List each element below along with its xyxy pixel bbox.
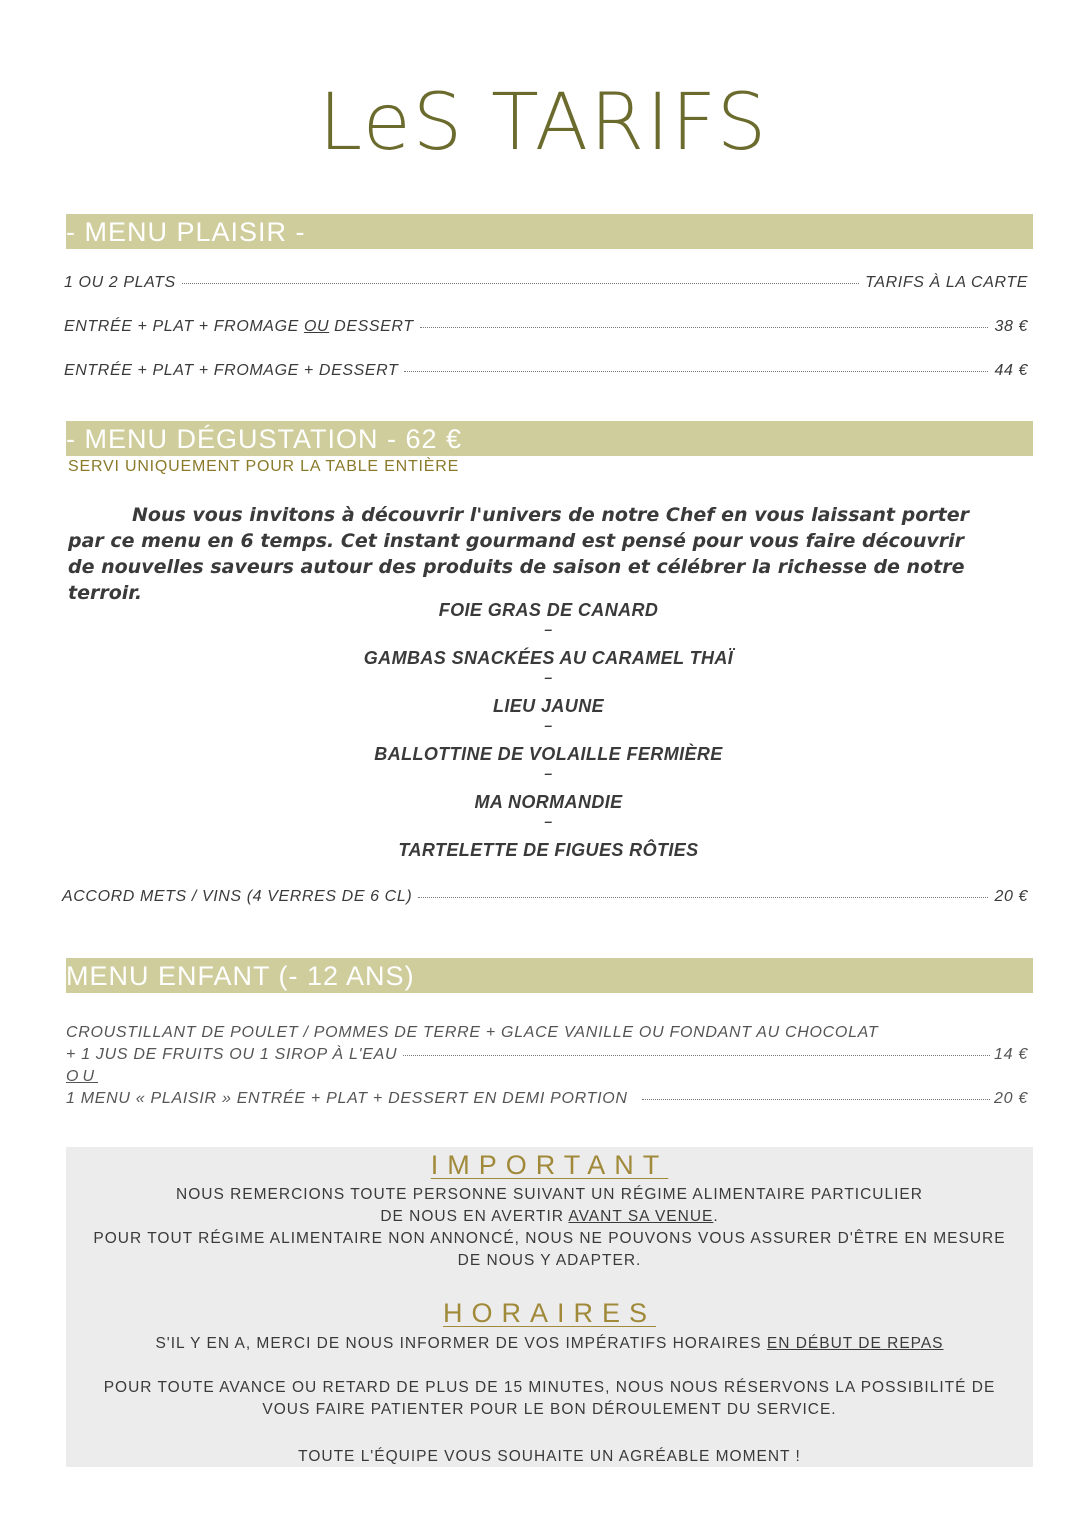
dot-leader xyxy=(182,282,859,284)
row-label: ENTRÉE + PLAT + FROMAGE + DESSERT xyxy=(64,362,399,379)
course-separator: – xyxy=(544,621,553,637)
degustation-intro: Nous vous invitons à découvrir l'univers de notre Chef en vous laissant porter par ce menu en 6 temps. Cet instant gourmand est pensé pour vous faire découvrir de nouvelles saveurs autour des produits de saison et célébrer la richesse de notre terroir. xyxy=(68,504,969,604)
text-part: DE NOUS EN AVERTIR xyxy=(380,1208,569,1225)
wine-pairing-row xyxy=(62,888,1028,906)
enfant-or: OU xyxy=(66,1068,98,1085)
course-separator: – xyxy=(544,765,553,781)
row-label: 1 OU 2 PLATS xyxy=(64,274,176,291)
dot-leader xyxy=(642,1098,990,1100)
row-price: TARIFS À LA CARTE xyxy=(865,274,1028,291)
text-part: S'IL Y EN A, MERCI DE NOUS INFORMER DE VOS IMPÉRATIFS HORAIRES xyxy=(155,1335,767,1352)
enfant-line-3 xyxy=(66,1090,1028,1108)
menu-enfant-heading: MENU ENFANT (- 12 ANS) xyxy=(66,958,1033,993)
emphasis-underline: AVANT SA VENUE xyxy=(568,1208,714,1225)
row-label-ou: OU xyxy=(303,318,330,335)
text-part: . xyxy=(713,1208,719,1225)
important-line-4: DE NOUS Y ADAPTER. xyxy=(457,1252,642,1269)
course-item: GAMBAS SNACKÉES AU CARAMEL THAÏ xyxy=(363,648,734,668)
enfant-line-2 xyxy=(66,1046,1028,1064)
plaisir-row-3 xyxy=(64,362,1028,380)
course-separator: – xyxy=(544,813,553,829)
row-label: + 1 JUS DE FRUITS OU 1 SIROP À L'EAU xyxy=(66,1046,398,1063)
dot-leader xyxy=(418,896,988,898)
course-separator: – xyxy=(544,717,553,733)
dot-leader xyxy=(403,1054,990,1056)
row-price: 38 € xyxy=(994,318,1028,335)
course-item: BALLOTTINE DE VOLAILLE FERMIÈRE xyxy=(374,744,723,764)
dot-leader xyxy=(420,326,989,328)
degustation-subtitle: SERVI UNIQUEMENT POUR LA TABLE ENTIÈRE xyxy=(68,458,460,475)
important-line-3: POUR TOUT RÉGIME ALIMENTAIRE NON ANNONCÉ, NOUS NE POUVONS VOUS ASSURER D'ÊTRE EN MESURE xyxy=(93,1230,1006,1247)
course-item: LIEU JAUNE xyxy=(492,696,604,716)
important-line-2 xyxy=(66,1206,1033,1228)
course-item: MA NORMANDIE xyxy=(474,792,623,812)
closing-message: TOUTE L'ÉQUIPE VOUS SOUHAITE UN AGRÉABLE MOMENT ! xyxy=(298,1448,801,1465)
menu-degustation-heading: - MENU DÉGUSTATION - 62 € xyxy=(66,421,1033,456)
horaires-line-3: VOUS FAIRE PATIENTER POUR LE BON DÉROULEMENT DU SERVICE. xyxy=(262,1401,837,1418)
row-price: 14 € xyxy=(994,1046,1028,1063)
course-list xyxy=(0,598,1087,862)
enfant-line-1: CROUSTILLANT DE POULET / POMMES DE TERRE + GLACE VANILLE OU FONDANT AU CHOCOLAT xyxy=(66,1024,879,1041)
plaisir-row-2 xyxy=(64,318,1028,336)
course-item: FOIE GRAS DE CANARD xyxy=(438,600,659,620)
course-item: TARTELETTE DE FIGUES RÔTIES xyxy=(398,840,699,860)
course-separator: – xyxy=(544,669,553,685)
row-price: 44 € xyxy=(994,362,1028,379)
horaires-line-1 xyxy=(66,1333,1033,1355)
page-title: LeS TARIFS xyxy=(318,78,769,168)
emphasis-underline: EN DÉBUT DE REPAS xyxy=(766,1335,944,1352)
row-label-part: ENTRÉE + PLAT + FROMAGE xyxy=(64,318,304,335)
row-label-part: DESSERT xyxy=(329,318,414,335)
important-line-1: NOUS REMERCIONS TOUTE PERSONNE SUIVANT UN RÉGIME ALIMENTAIRE PARTICULIER xyxy=(176,1186,923,1203)
row-label: 1 MENU « PLAISIR » ENTRÉE + PLAT + DESSERT EN DEMI PORTION xyxy=(66,1090,628,1107)
row-label: ACCORD METS / VINS (4 VERRES DE 6 CL) xyxy=(62,888,413,905)
dot-leader xyxy=(404,370,988,372)
horaires-heading: HORAIRES xyxy=(442,1298,657,1328)
menu-plaisir-heading: - MENU PLAISIR - xyxy=(66,214,1033,249)
row-price: 20 € xyxy=(994,1090,1028,1107)
row-label xyxy=(64,318,414,336)
horaires-line-2: POUR TOUTE AVANCE OU RETARD DE PLUS DE 15 MINUTES, NOUS NOUS RÉSERVONS LA POSSIBILITÉ DE xyxy=(103,1379,996,1396)
row-price: 20 € xyxy=(994,888,1028,905)
important-heading: IMPORTANT xyxy=(430,1150,669,1180)
plaisir-row-1 xyxy=(64,274,1028,292)
